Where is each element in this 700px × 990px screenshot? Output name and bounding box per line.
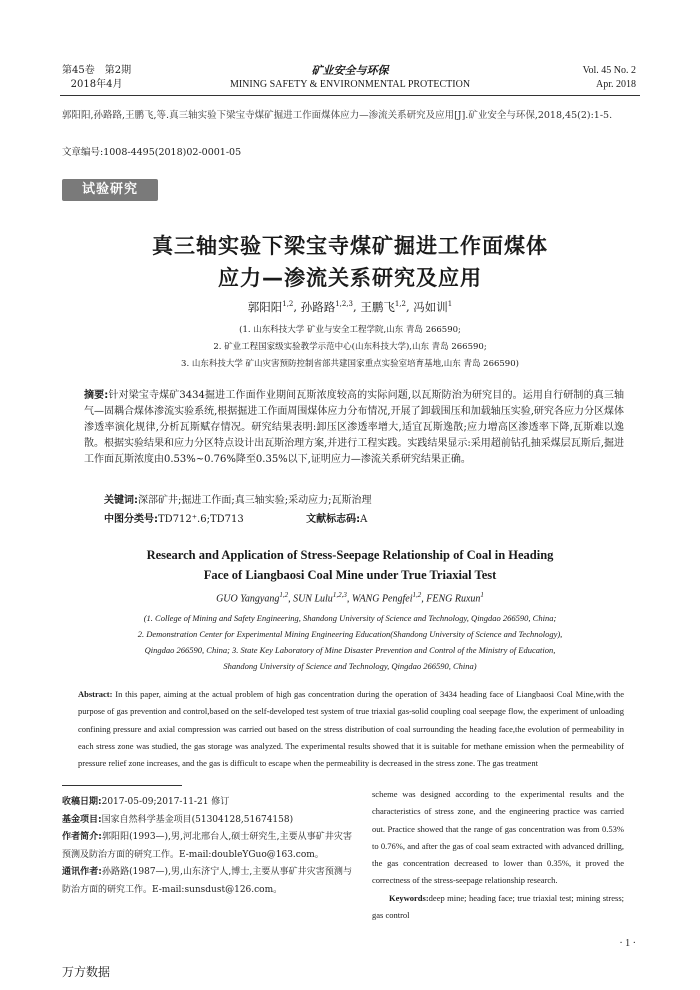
keywords-en-text: deep mine; heading face; true triaxial test; mining stress; gas control	[372, 892, 624, 921]
author-bio-label: 作者简介:	[62, 832, 102, 842]
fund	[62, 812, 352, 830]
journal-name-en: MINING SAFETY & ENVIRONMENTAL PROTECTION	[229, 79, 471, 90]
affiliations-cn	[60, 322, 640, 373]
clc-code: TD712⁺.6;TD713	[158, 514, 244, 525]
title-en-line-1: Research and Application of Stress-Seepage Relationship of Coal in Heading	[146, 548, 554, 562]
abstract-en	[78, 686, 624, 772]
author-en: WANG Pengfei	[351, 593, 413, 605]
title-en	[60, 545, 640, 585]
keywords-cn-label: 关键词:	[104, 495, 138, 506]
affiliation-cn: 2. 矿业工程国家级实验教学示范中心(山东科技大学),山东 青岛 266590;	[213, 342, 487, 352]
fund-text: 国家自然科学基金项目(51304128,51674158)	[101, 814, 294, 825]
author-bio	[62, 829, 352, 864]
header-divider	[60, 95, 640, 96]
abstract-en-continued-text: scheme was designed according to the experimental results and the characteristics of stress zone, and the engineering practice was carried out. Practice showed that the range of gas concentration was from 0.53% to 0.76%, and after the gas of coal seam extracted with advanced drilling, the gas concentration decreased to lower than 0.35%, it proved the correctness of the stress-seepage relationship research.	[372, 789, 624, 886]
author-cn: 冯如训	[413, 300, 448, 314]
author-en: FENG Ruxun	[426, 593, 481, 605]
page-number: · 1 ·	[619, 938, 636, 949]
footnote-divider	[62, 785, 182, 786]
author-sup: 1,2,3	[332, 591, 347, 599]
volume-cn: 第45卷 第2期	[62, 65, 132, 76]
doc-code: A	[360, 514, 368, 525]
author-cn: 郭阳阳	[247, 300, 283, 314]
abstract-cn-text: 针对梁宝寺煤矿3434掘进工作面作业期间瓦斯浓度较高的实际问题,以瓦斯防治为研究目的。运用自行研制的真三轴气—固耦合煤体渗流实验系统,根据掘进工作面周围煤体应力分布情况,开展了卸载围压和加载轴压实验,研究各应力分区煤体渗透率演化规律,分析瓦斯赋存情况。研究结果表明:卸压区渗透率增大,适宜瓦斯逸散;应力增高区渗透率下降,瓦斯难以逸散。根据实验结果和应力分区特点设计出瓦斯治理方案,并进行工程实践。实践结果显示:采用超前钻孔抽采煤层瓦斯后,掘进工作面瓦斯浓度由0.53%~0.76%降至0.35%以下,证明应力—渗流关系研究结果正确。	[84, 390, 625, 465]
keywords-en-label: Keywords:	[389, 892, 429, 903]
fund-label: 基金项目:	[62, 814, 102, 825]
affiliations-en	[60, 610, 640, 674]
corresponding-author	[62, 864, 352, 899]
abstract-en-label: Abstract:	[78, 689, 113, 699]
author-sup: 1,2	[279, 591, 289, 599]
footnotes	[62, 794, 352, 899]
author-cn: 王鹏飞	[360, 300, 395, 314]
received-text: 2017-05-09;2017-11-21 修订	[101, 797, 230, 807]
author-sup: 1	[480, 591, 484, 599]
clc-label: 中图分类号:	[104, 514, 158, 525]
classification-cn	[104, 510, 367, 525]
received-label: 收稿日期:	[62, 797, 102, 807]
affiliation-en: Shandong University of Science and Technology, Qingdao 266590, China)	[223, 661, 477, 671]
watermark: 万方数据	[62, 965, 111, 979]
abstract-cn-label: 摘要:	[84, 390, 109, 401]
abstract-en-text: In this paper, aiming at the actual problem of high gas concentration during the operation of 3434 heading face of Liangbaosi Coal Mine,with the purpose of gas prevention and control,based on the self-developed test system of true triaxial gas-solid coupling coal seepage flow, the experiment of unloading confining pressure and axial compression was carried out based on the stress distribution of coal surrounding the heading face,the evolution of permeability in each stress zone was studied, the gas storage was analyzed. The experimental results showed that it is suitable for methane emission when the permeability of pressure relief zone increases, and the gas is difficult to escape when the permeability is decreased in the stress zone. The gas treatment	[78, 689, 624, 769]
affiliation-en: (1. College of Mining and Safety Engineering, Shandong University of Science and Technology, Qingdao 266590, China;	[143, 613, 557, 623]
title-cn-line-2: 应力—渗流关系研究及应用	[218, 266, 482, 290]
article-number: 文章编号:1008-4495(2018)02-0001-05	[62, 147, 242, 158]
title-cn	[60, 230, 640, 294]
author-bio-text: 郭阳阳(1993—),男,河北邢台人,硕士研究生,主要从事矿井灾害预测及防治方面的研究工作。E-mail:doubleYGuo@163.com。	[62, 832, 352, 860]
affiliation-en: Qingdao 266590, China; 3. State Key Laboratory of Mine Disaster Prevention and Control of the Ministry of Education,	[144, 645, 556, 655]
keywords-cn-text: 深部矿井;掘进工作面;真三轴实验;采动应力;瓦斯治理	[138, 495, 372, 506]
abstract-cn	[84, 388, 624, 468]
author-en: GUO Yangyang	[216, 593, 280, 605]
received-date	[62, 794, 352, 812]
date-en: Apr. 2018	[596, 79, 636, 90]
affiliation-cn: 3. 山东科技大学 矿山灾害预防控制省部共建国家重点实验室培育基地,山东 青岛 266590)	[181, 359, 519, 369]
author-sup: 1,2,3	[335, 300, 354, 309]
author-sup: 1,2	[394, 300, 406, 309]
volume-en: Vol. 45 No. 2	[582, 65, 636, 76]
header-journal	[200, 64, 500, 92]
date-cn: 2018年4月	[70, 79, 123, 90]
title-en-line-2: Face of Liangbaosi Coal Mine under True Triaxial Test	[203, 568, 497, 582]
author-sup: 1	[447, 300, 453, 309]
category-tag: 试验研究	[62, 179, 158, 201]
corr-label: 通讯作者:	[62, 867, 102, 877]
author-sup: 1,2	[282, 300, 294, 309]
citation: 郭阳阳,孙路路,王鹏飞,等.真三轴实验下梁宝寺煤矿掘进工作面煤体应力—渗流关系研究及应用[J].矿业安全与环保,2018,45(2):1-5.	[62, 110, 613, 121]
author-en: SUN Lulu	[293, 593, 333, 605]
author-cn: 孙路路	[300, 300, 336, 314]
title-cn-line-1: 真三轴实验下梁宝寺煤矿掘进工作面煤体	[152, 234, 548, 258]
authors-en: GUO Yangyang$^{1,2}$, SUN Lulu$^{1,2,3}$, WANG Pengfei$^{1,2}$, FENG Ruxun$^1$	[216, 591, 484, 605]
corr-text: 孙路路(1987—),男,山东济宁人,博士,主要从事矿井灾害预测与防治方面的研究工作。E-mail:sunsdust@126.com。	[62, 867, 352, 895]
abstract-en-continued	[372, 786, 624, 924]
journal-name-cn: 矿业安全与环保	[311, 64, 389, 77]
affiliation-cn: (1. 山东科技大学 矿业与安全工程学院,山东 青岛 266590;	[239, 325, 461, 335]
keywords-cn	[104, 491, 371, 506]
author-sup: 1,2	[412, 591, 422, 599]
header-volume-en	[583, 64, 636, 92]
header-volume	[62, 64, 131, 92]
authors-cn: 郭阳阳$^{1,2}$, 孙路路$^{1,2,3}$, 王鹏飞$^{1,2}$, 冯如训$^1$	[247, 300, 453, 314]
doc-code-label: 文献标志码:	[306, 514, 361, 525]
affiliation-en: 2. Demonstration Center for Experimental Mining Engineering Education(Shandong University of Science and Technology),	[137, 629, 563, 639]
